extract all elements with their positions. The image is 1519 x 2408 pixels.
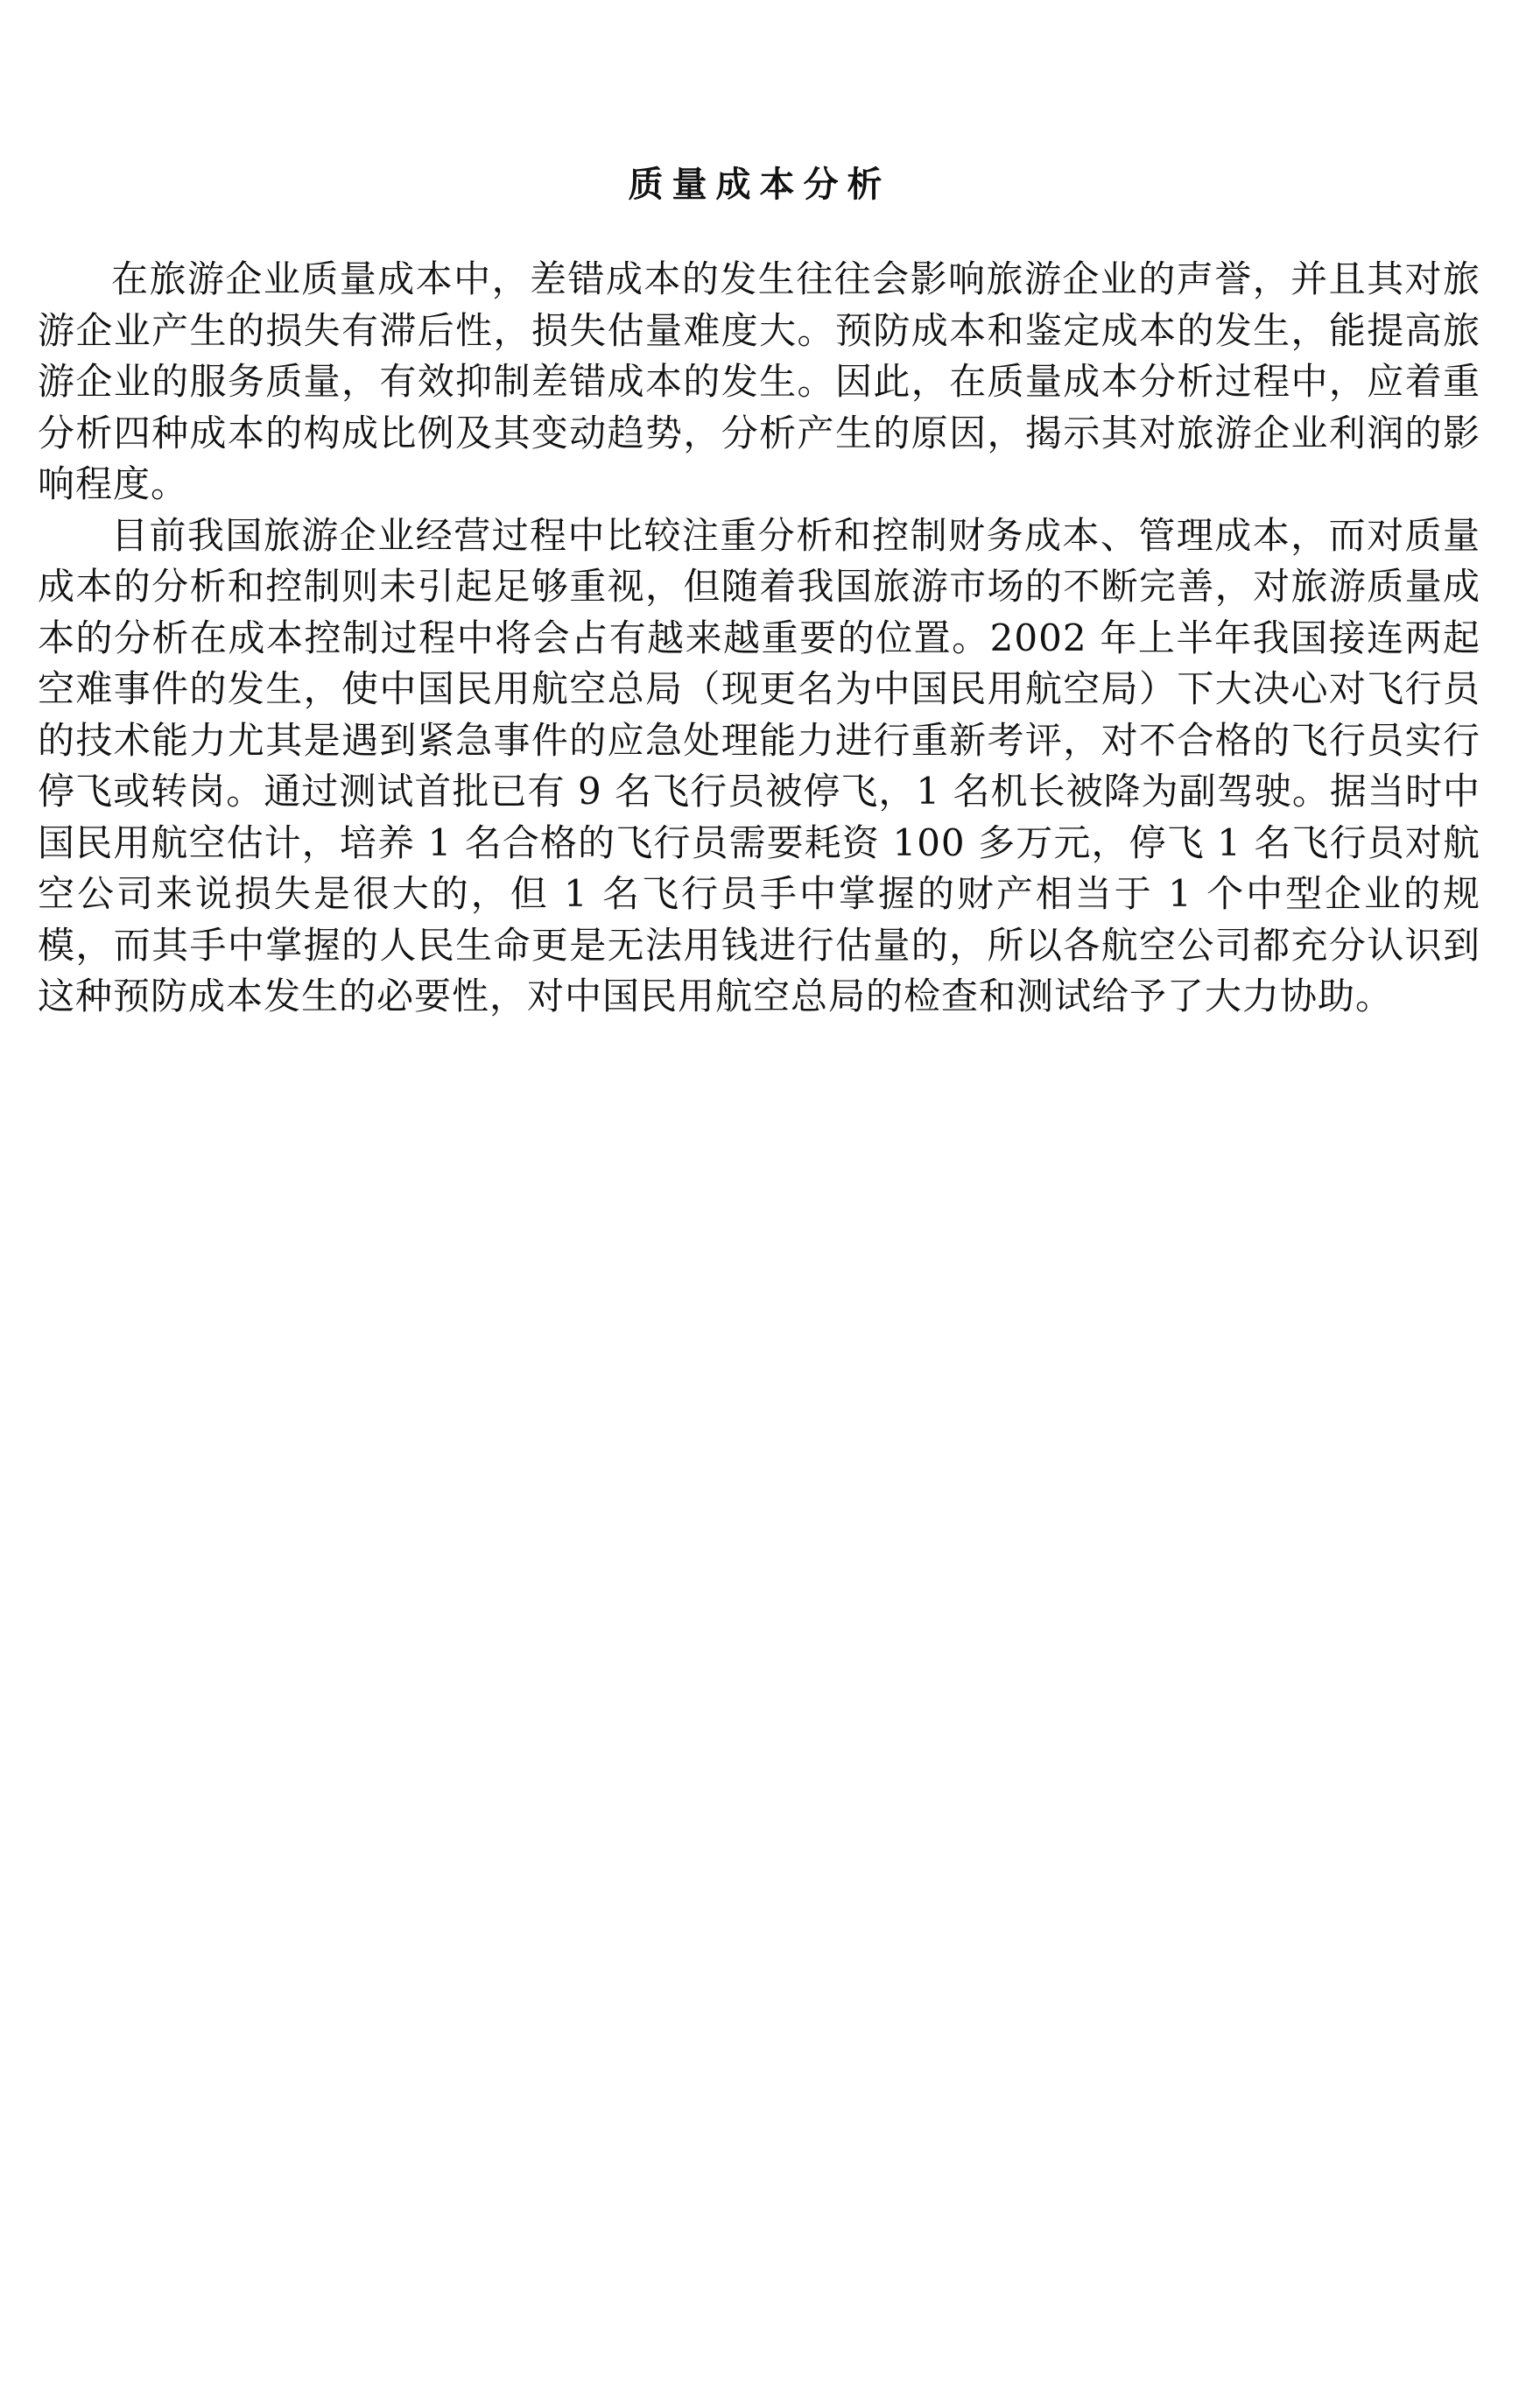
page-title: 质量成本分析 (628, 164, 891, 205)
body-text (38, 254, 1480, 1023)
paragraph-1: 在旅游企业质量成本中，差错成本的发生往往会影响旅游企业的声誉，并且其对旅游企业产生的损失有滞后性，损失估量难度大。预防成本和鉴定成本的发生，能提高旅游企业的服务质量，有效抑制差错成本的发生。因此，在质量成本分析过程中，应着重分析四种成本的构成比例及其变动趋势，分析产生的原因，揭示其对旅游企业利润的影响程度。 (38, 257, 1480, 505)
paragraph-2: 目前我国旅游企业经营过程中比较注重分析和控制财务成本、管理成本，而对质量成本的分析和控制则未引起足够重视，但随着我国旅游市场的不断完善，对旅游质量成本的分析在成本控制过程中将会占有越来越重要的位置。2002 年上半年我国接连两起空难事件的发生，使中国民用航空总局（现更名为中国民用航空局）下大决心对飞行员的技术能力尤其是遇到紧急事件的应急处理能力进行重新考评，对不合格的飞行员实行停飞或转岗。通过测试首批已有 9 名飞行员被停飞，1 名机长被降为副驾驶。据当时中国民用航空估计，培养 1 名合格的飞行员需要耗资 100 多万元，停飞 1 名飞行员对航空公司来说损失是很大的，但 1 名飞行员手中掌握的财产相当于 1 个中型企业的规模，而其手中掌握的人民生命更是无法用钱进行估量的，所以各航空公司都充分认识到这种预防成本发生的必要性，对中国民用航空总局的检查和测试给予了大力协助。 (38, 513, 1480, 1017)
